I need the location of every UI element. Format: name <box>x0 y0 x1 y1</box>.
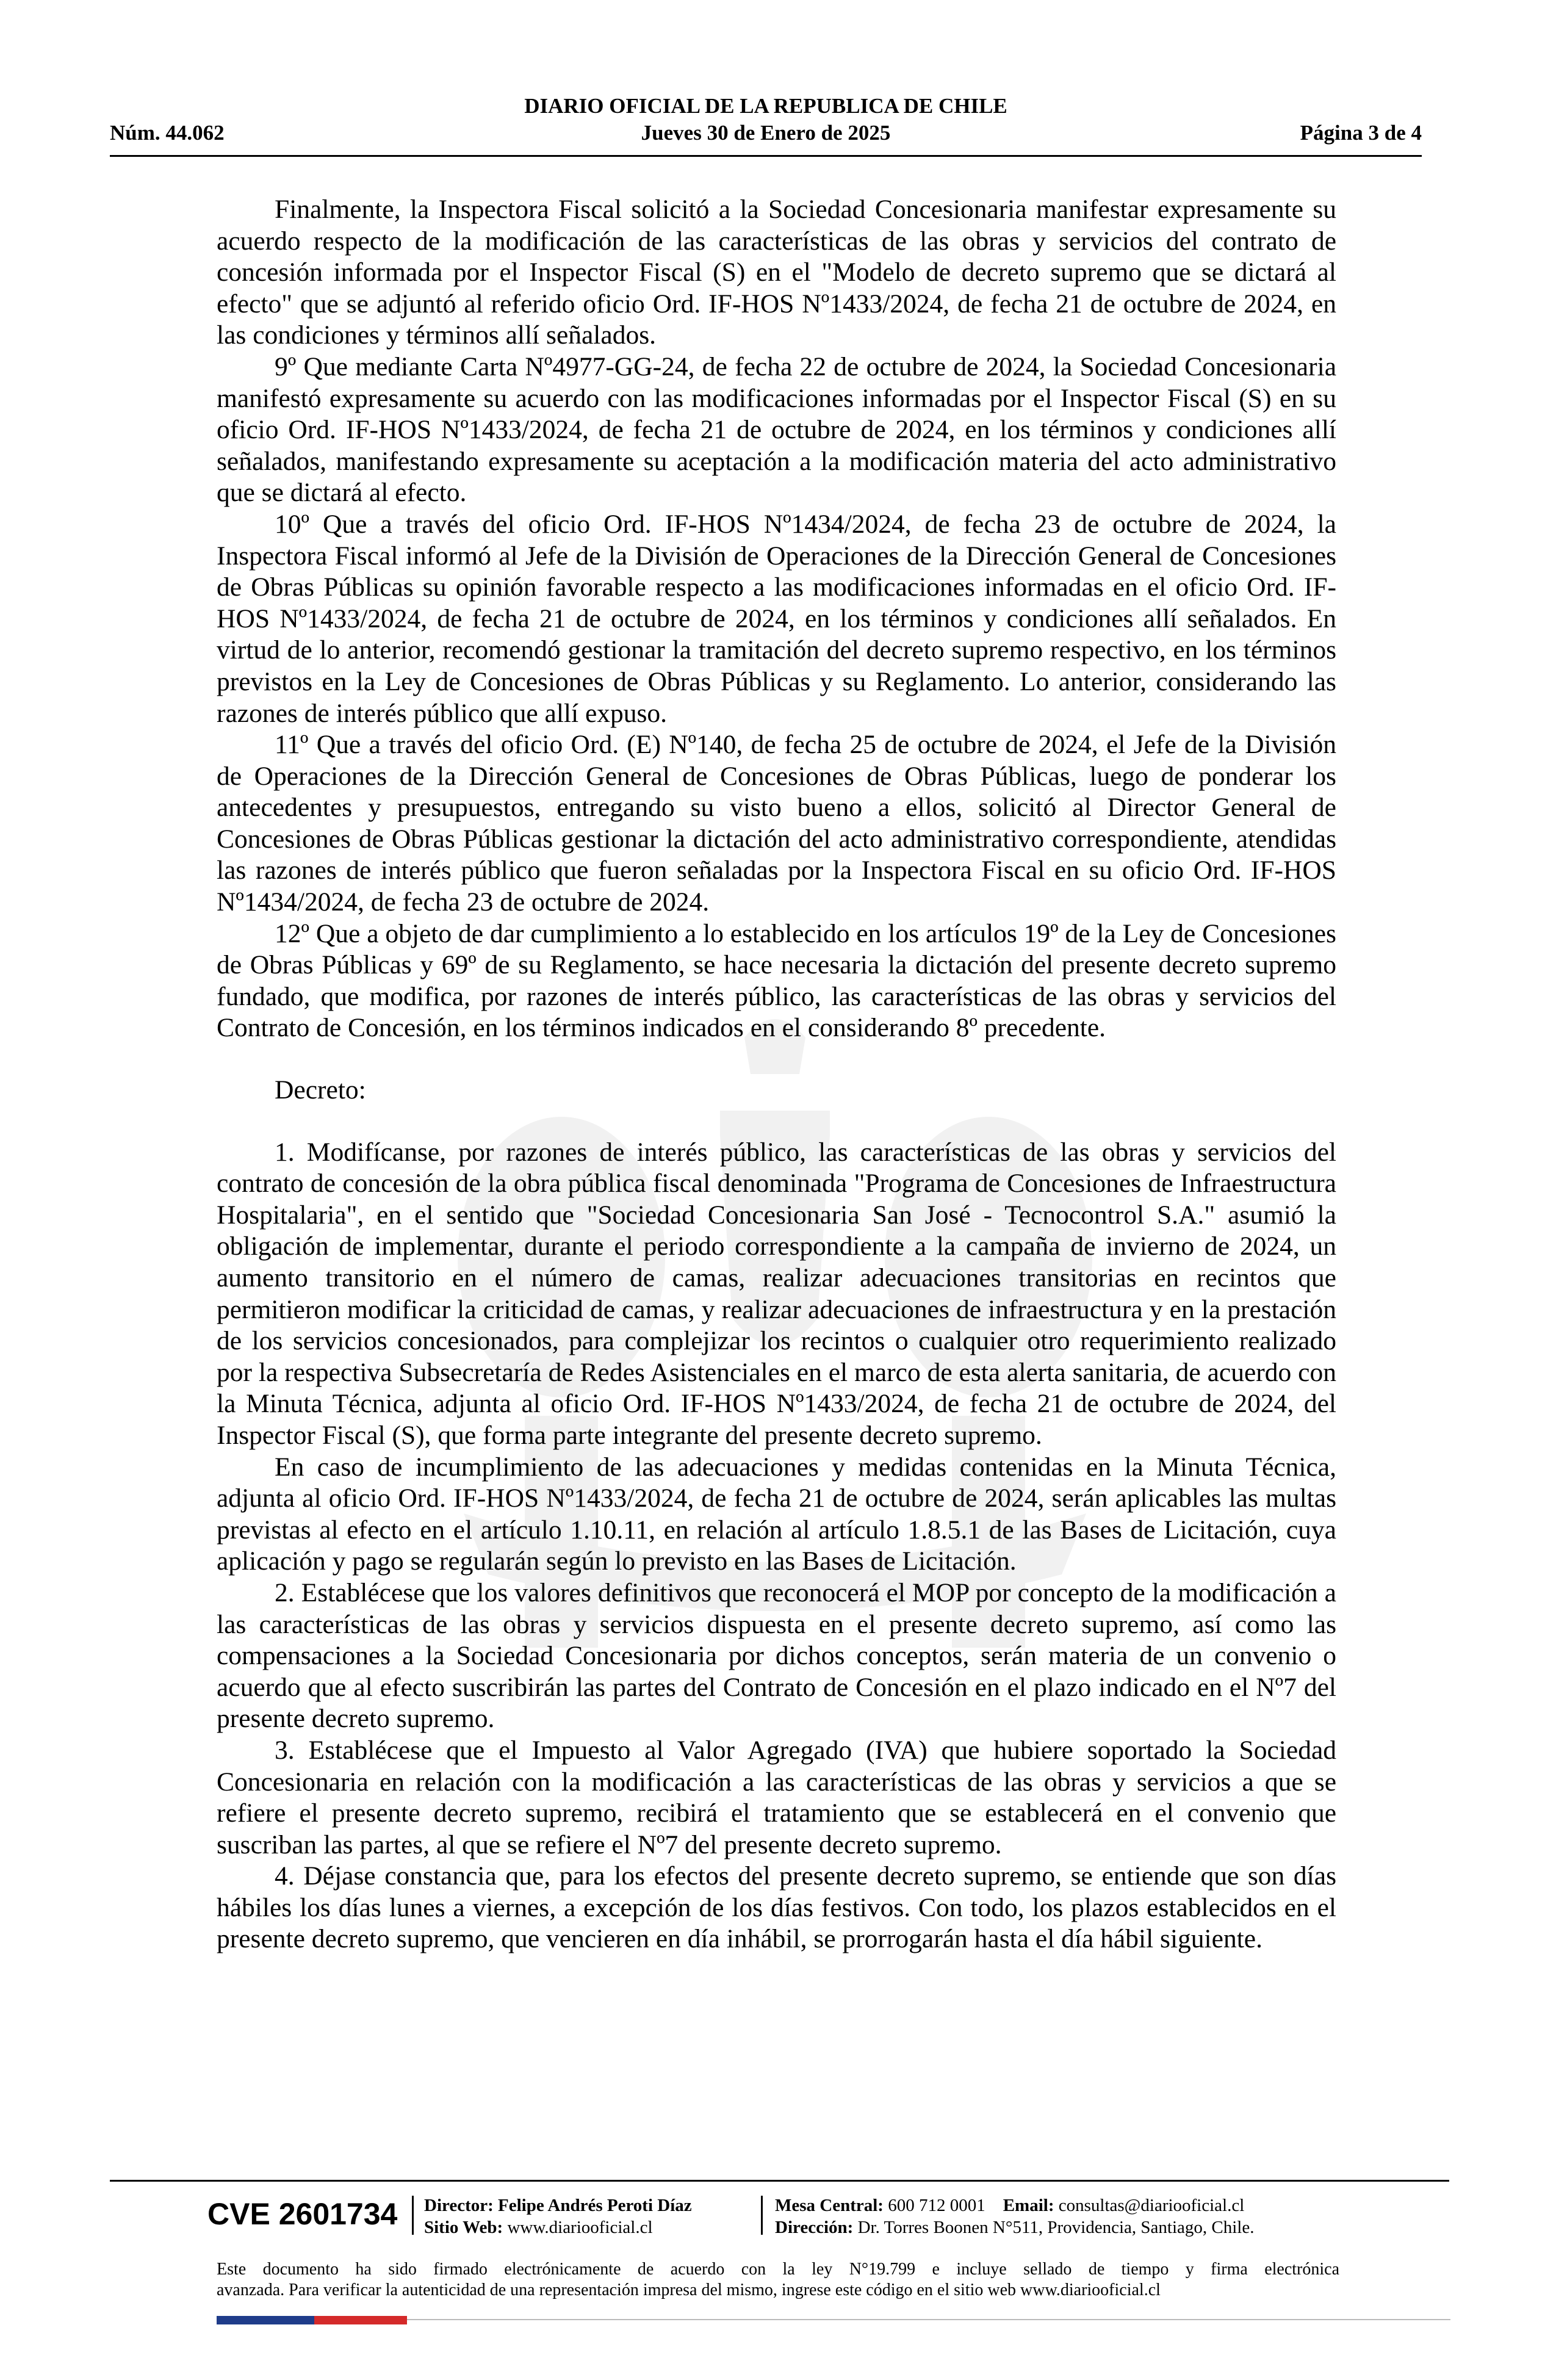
body-paragraph: 10º Que a través del oficio Ord. IF-HOS Nº1434/2024, de fecha 23 de octubre de 2024, la Inspectora Fiscal informó al Jefe de la División de Operaciones de la Dirección General de Concesiones de Obras Públicas su opinión favorable respecto a las modificaciones informadas en el oficio Ord. IF-HOS Nº1433/2024, de fecha 21 de octubre de 2024, en los términos y condiciones allí señalados. En virtud de lo anterior, recomendó gestionar la tramitación del decreto supremo respectivo, en los términos previstos en la Ley de Concesiones de Obras Públicas y su Reglamento. Lo anterior, considerando las razones de interés público que allí expuso. <box>217 509 1336 728</box>
director-label: Director: <box>424 2196 494 2215</box>
phone-value: 600 712 0001 <box>888 2196 985 2215</box>
decree-article: 1. Modifícanse, por razones de interés público, las características de las obras y servicios del contrato de concesión de la obra pública fiscal denominada "Programa de Concesiones de Infraestructura Hospitalaria", en el sentido que "Sociedad Concesionaria San José - Tecnocontrol S.A." asumió la obligación de implementar, durante el periodo correspondiente a la campaña de invierno de 2024, un aumento transitorio en el número de camas, realizar adecuaciones transitorias en recintos que permitieron modificar la criticidad de camas, y realizar adecuaciones de infraestructura y en la prestación de los servicios concesionados, para complejizar los recintos o cualquier otro requerimiento realizado por la respectiva Subsecretaría de Redes Asistenciales en el marco de esta alerta sanitaria, de acuerdo con la Minuta Técnica, adjunta al oficio Ord. IF-HOS Nº1433/2024, de fecha 21 de octubre de 2024, del Inspector Fiscal (S), que forma parte integrante del presente decreto supremo. <box>217 1137 1336 1450</box>
footer-separator <box>412 2196 414 2235</box>
header-divider <box>110 155 1422 157</box>
footer-divider <box>110 2180 1449 2182</box>
decree-article: 4. Déjase constancia que, para los efectos del presente decreto supremo, se entiende que son días hábiles los días lunes a viernes, a excepción de los días festivos. Con todo, los plazos establecidos en el presente decreto supremo, que vencieren en día inhábil, se prorrogarán hasta el día hábil siguiente. <box>217 1861 1336 1954</box>
director-name: Felipe Andrés Peroti Díaz <box>498 2196 692 2215</box>
decree-article: 2. Establécese que los valores definitivos que reconocerá el MOP por concepto de la modificación a las características de las obras y servicios dispuesta en el presente decreto supremo, así como las compensaciones a la Sociedad Concesionaria por dichos conceptos, serán materia de un convenio o acuerdo que al efecto suscribirán las partes del Contrato de Concesión en el plazo indicado en el Nº7 del presente decreto supremo. <box>217 1578 1336 1734</box>
body-paragraph: Finalmente, la Inspectora Fiscal solicitó a la Sociedad Concesionaria manifestar expresamente su acuerdo respecto de la modificación de las características de las obras y servicios del contrato de concesión informada por el Inspector Fiscal (S) en el "Modelo de decreto supremo que se dictará al efecto" que se adjuntó al referido oficio Ord. IF-HOS Nº1433/2024, de fecha 21 de octubre de 2024, en las condiciones y términos allí señalados. <box>217 195 1336 350</box>
issue-date: Jueves 30 de Enero de 2025 <box>641 121 891 145</box>
site-label: Sitio Web: <box>424 2218 503 2237</box>
decree-article: 3. Establécese que el Impuesto al Valor Agregado (IVA) que hubiere soportado la Sociedad Concesionaria en relación con la modificación a las características de las obras y servicios a que se refiere el presente decreto supremo, recibirá el tratamiento que se establecerá en el convenio que suscriban las partes, al que se refiere el Nº7 del presente decreto supremo. <box>217 1735 1336 1859</box>
body-paragraph: 12º Que a objeto de dar cumplimiento a lo establecido en los artículos 19º de la Ley de Concesiones de Obras Públicas y 69º de su Reglamento, se hace necesaria la dictación del presente decreto supremo fundado, que modifica, por razones de interés público, las características de las obras y servicios del Contrato de Concesión, en los términos indicados en el considerando 8º precedente. <box>217 918 1336 1043</box>
decreto-heading: Decreto: <box>275 1075 366 1105</box>
page-indicator: Página 3 de 4 <box>1300 121 1422 145</box>
document-body <box>217 194 1336 1955</box>
flag-stripe-blue <box>217 2316 314 2324</box>
body-paragraph: 9º Que mediante Carta Nº4977-GG-24, de fecha 22 de octubre de 2024, la Sociedad Concesionaria manifestó expresamente su acuerdo con las modificaciones informadas por el Inspector Fiscal (S) en su oficio Ord. IF-HOS Nº1433/2024, de fecha 21 de octubre de 2024, en los términos y condiciones allí señalados, manifestando expresamente su aceptación a la modificación materia del acto administrativo que se dictará al efecto. <box>217 352 1336 508</box>
body-paragraph: 11º Que a través del oficio Ord. (E) Nº140, de fecha 25 de octubre de 2024, el Jefe de la División de Operaciones de la Dirección General de Concesiones de Obras Públicas, luego de ponderar los antecedentes y presupuestos, entregando su visto bueno a ellos, solicitó al Director General de Concesiones de Obras Públicas gestionar la dictación del acto administrativo correspondiente, atendidas las razones de interés público que fueron señaladas por la Inspectora Fiscal en su oficio Ord. IF-HOS Nº1434/2024, de fecha 23 de octubre de 2024. <box>217 730 1336 917</box>
address-label: Dirección: <box>775 2218 854 2237</box>
signature-note-line1: Este documento ha sido firmado electrónicamente de acuerdo con la ley N°19.799 e incluye sellado de tiempo y firma electrónica <box>217 2260 1339 2279</box>
address-value: Dr. Torres Boonen N°511, Providencia, Santiago, Chile. <box>857 2218 1255 2237</box>
email-link[interactable]: consultas@diariooficial.cl <box>1058 2196 1245 2215</box>
publication-title: DIARIO OFICIAL DE LA REPUBLICA DE CHILE <box>524 94 1007 118</box>
flag-stripe-red <box>314 2316 407 2324</box>
site-link[interactable]: www.diariooficial.cl <box>507 2218 653 2237</box>
email-label: Email: <box>1003 2196 1054 2215</box>
signature-note-line2: avanzada. Para verificar la autenticidad de una representación impresa del mismo, ingrese este código en el sitio web www.diariooficial.cl <box>217 2281 1161 2299</box>
issue-number: Núm. 44.062 <box>110 121 225 145</box>
bottom-divider <box>407 2319 1450 2320</box>
header-block <box>110 93 1422 146</box>
footer-contact-block <box>775 2194 1254 2238</box>
footer-director-block <box>424 2194 692 2238</box>
footer-separator <box>761 2196 763 2235</box>
cve-code: CVE 2601734 <box>207 2197 398 2231</box>
decree-article: En caso de incumplimiento de las adecuaciones y medidas contenidas en la Minuta Técnica, adjunta al oficio Ord. IF-HOS Nº1433/2024, de fecha 21 de octubre de 2024, serán aplicables las multas previstas al efecto en el artículo 1.10.11, en relación al artículo 1.8.5.1 de las Bases de Licitación, cuya aplicación y pago se regularán según lo previsto en las Bases de Licitación. <box>217 1452 1336 1576</box>
phone-label: Mesa Central: <box>775 2196 884 2215</box>
